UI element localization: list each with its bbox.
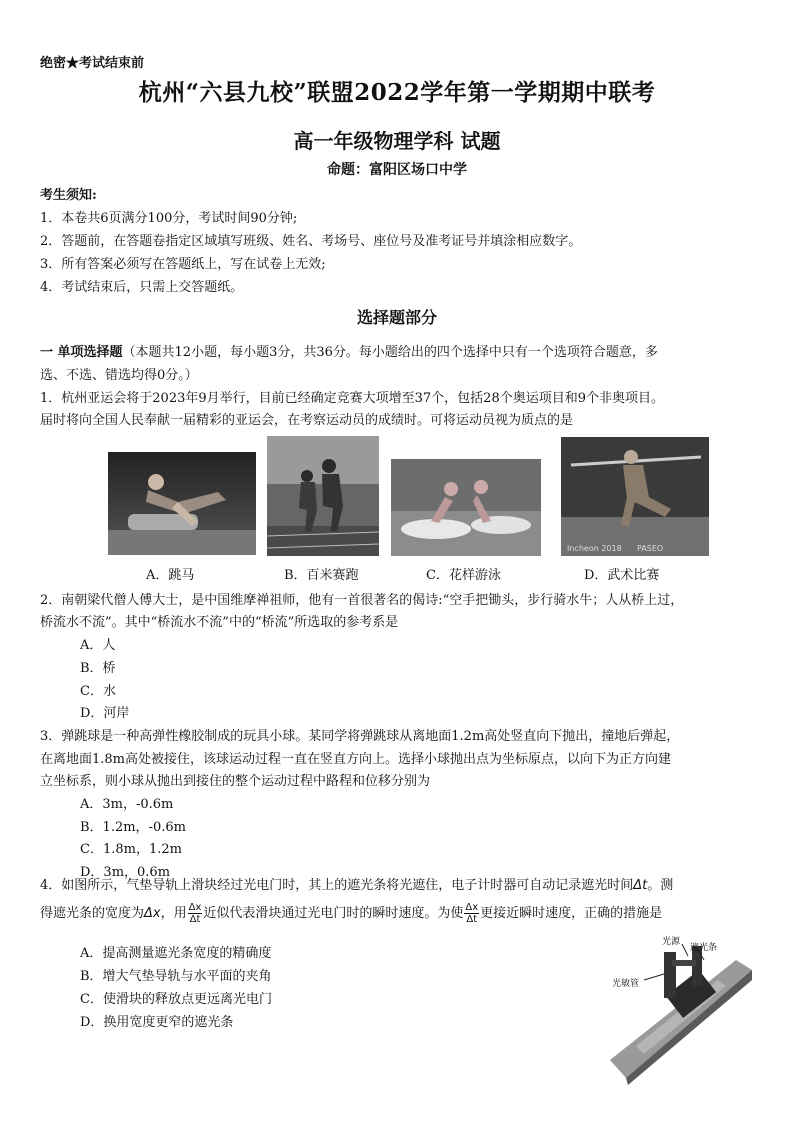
photo-vault xyxy=(108,452,256,555)
q3-line2: 在离地面1.8m高处被接住，该球运动过程一直在竖直方向上。选择小球抛出点为坐标原点，以向下为正方向建 xyxy=(40,752,672,767)
q4-line1-text: 4．如图所示，气垫导轨上滑块经过光电门时，其上的遮光条将光遮住，电子计时器可自动记录遮光时间 xyxy=(40,878,634,893)
q1-option-d[interactable]: D．武术比赛 xyxy=(584,568,660,583)
confidential-mark: 绝密★考试结束前 xyxy=(40,56,145,71)
q3-option-a[interactable]: A．3m，-0.6m xyxy=(80,797,174,812)
q4-fraction-1-den: Δt xyxy=(189,914,201,925)
air-track-figure xyxy=(606,930,756,1085)
label-light-source: 光源 xyxy=(662,937,681,947)
q4-dx-symbol: Δx xyxy=(144,906,161,921)
photo-sprint xyxy=(267,436,379,556)
q3-option-d[interactable]: D．3m，0.6m xyxy=(80,865,171,880)
part1-intro xyxy=(40,341,770,360)
label-sensor: 光敏管 xyxy=(612,979,640,989)
q4-line2-d: 更接近瞬时速度，正确的措施是 xyxy=(480,906,663,921)
q4-option-d[interactable]: D．换用宽度更窄的遮光条 xyxy=(80,1015,234,1030)
notice-item-3: 3．所有答案必须写在答题纸上，写在试卷上无效; xyxy=(40,257,326,272)
part1-intro-line2: 选、不选、错选均得0分。） xyxy=(40,368,198,383)
q3-option-c[interactable]: C．1.8m，1.2m xyxy=(80,842,182,857)
wushu-sign2: PASEO xyxy=(637,544,664,553)
q4-fraction-1-num: Δx xyxy=(188,902,202,913)
q4-fraction-2-den: Δt xyxy=(466,914,478,925)
section-title: 选择题部分 xyxy=(356,308,437,327)
q4-dt-symbol: Δt xyxy=(633,878,648,893)
q2-line1: 2．南朝梁代僧人傅大士，是中国维摩禅祖师，他有一首很著名的偈诗:“空手把锄头，步行骑水牛；人从桥上过， xyxy=(40,593,684,608)
q1-option-c[interactable]: C．花样游泳 xyxy=(426,568,501,583)
q1-line2: 届时将向全国人民奉献一届精彩的亚运会，在考察运动员的成绩时。可将运动员视为质点的是 xyxy=(40,413,574,428)
q4-option-b[interactable]: B．增大气垫导轨与水平面的夹角 xyxy=(80,969,272,984)
q3-option-b[interactable]: B．1.2m，-0.6m xyxy=(80,820,186,835)
wushu-sign: Incheon 2018 xyxy=(567,544,622,553)
notice-item-2: 2．答题前，在答题卷指定区域填写班级、姓名、考场号、座位号及准考证号并填涂相应数字。 xyxy=(40,234,582,249)
q2-option-d[interactable]: D．河岸 xyxy=(80,706,130,721)
q4-option-a[interactable]: A．提高测量遮光条宽度的精确度 xyxy=(80,946,272,961)
q1-line1: 1．杭州亚运会将于2023年9月举行，目前已经确定竞赛大项增至37个，包括28个奥运项目和9个非奥项目。 xyxy=(40,391,664,406)
photo-wushu xyxy=(561,437,709,556)
notice-heading: 考生须知: xyxy=(40,188,97,203)
q4-line2-b: ，用 xyxy=(160,906,187,921)
q1-option-b[interactable]: B．百米赛跑 xyxy=(284,568,359,583)
q4-line2-a: 得遮光条的宽度为 xyxy=(40,906,145,921)
q3-line1: 3．弹跳球是一种高弹性橡胶制成的玩具小球。某同学将弹跳球从离地面1.2m高处竖直向下抛出，撞地后弹起， xyxy=(40,729,680,744)
exam-title: 杭州“六县九校”联盟2022学年第一学期期中联考 xyxy=(138,79,656,106)
q4-line1-end: 。测 xyxy=(647,878,674,893)
exam-subtitle: 高一年级物理学科 试题 xyxy=(293,129,501,153)
exam-author: 命题：富阳区场口中学 xyxy=(327,162,467,178)
photo-synchronized-swimming xyxy=(391,459,541,556)
notice-item-1: 1．本卷共6页满分100分，考试时间90分钟; xyxy=(40,211,298,226)
part1-heading: 一 单项选择题 xyxy=(40,345,123,360)
q2-option-c[interactable]: C．水 xyxy=(80,684,116,699)
q4-option-c[interactable]: C．使滑块的释放点更远离光电门 xyxy=(80,992,272,1007)
q2-option-b[interactable]: B．桥 xyxy=(80,661,116,676)
label-shade-strip: 遮光条 xyxy=(690,943,718,953)
q2-option-a[interactable]: A．人 xyxy=(80,638,116,653)
part1-intro-text: （本题共12小题，每小题3分，共36分。每小题给出的四个选择中只有一个选项符合题意，多 xyxy=(122,345,658,360)
q4-line2 xyxy=(40,902,770,925)
q4-line2-c: 近似代表滑块通过光电门时的瞬时速度。为使 xyxy=(203,906,464,921)
q4-fraction-2 xyxy=(464,902,479,925)
q3-line3: 立坐标系，则小球从抛出到接住的整个运动过程中路程和位移分别为 xyxy=(40,774,431,789)
q4-fraction-2-num: Δx xyxy=(465,902,479,913)
q4-line1 xyxy=(40,874,770,893)
q1-option-a[interactable]: A．跳马 xyxy=(146,568,195,583)
q4-fraction-1 xyxy=(188,902,203,925)
notice-item-4: 4．考试结束后，只需上交答题纸。 xyxy=(40,280,244,295)
q2-line2: 桥流水不流”。其中“桥流水不流”中的“桥流”所选取的参考系是 xyxy=(40,615,399,630)
